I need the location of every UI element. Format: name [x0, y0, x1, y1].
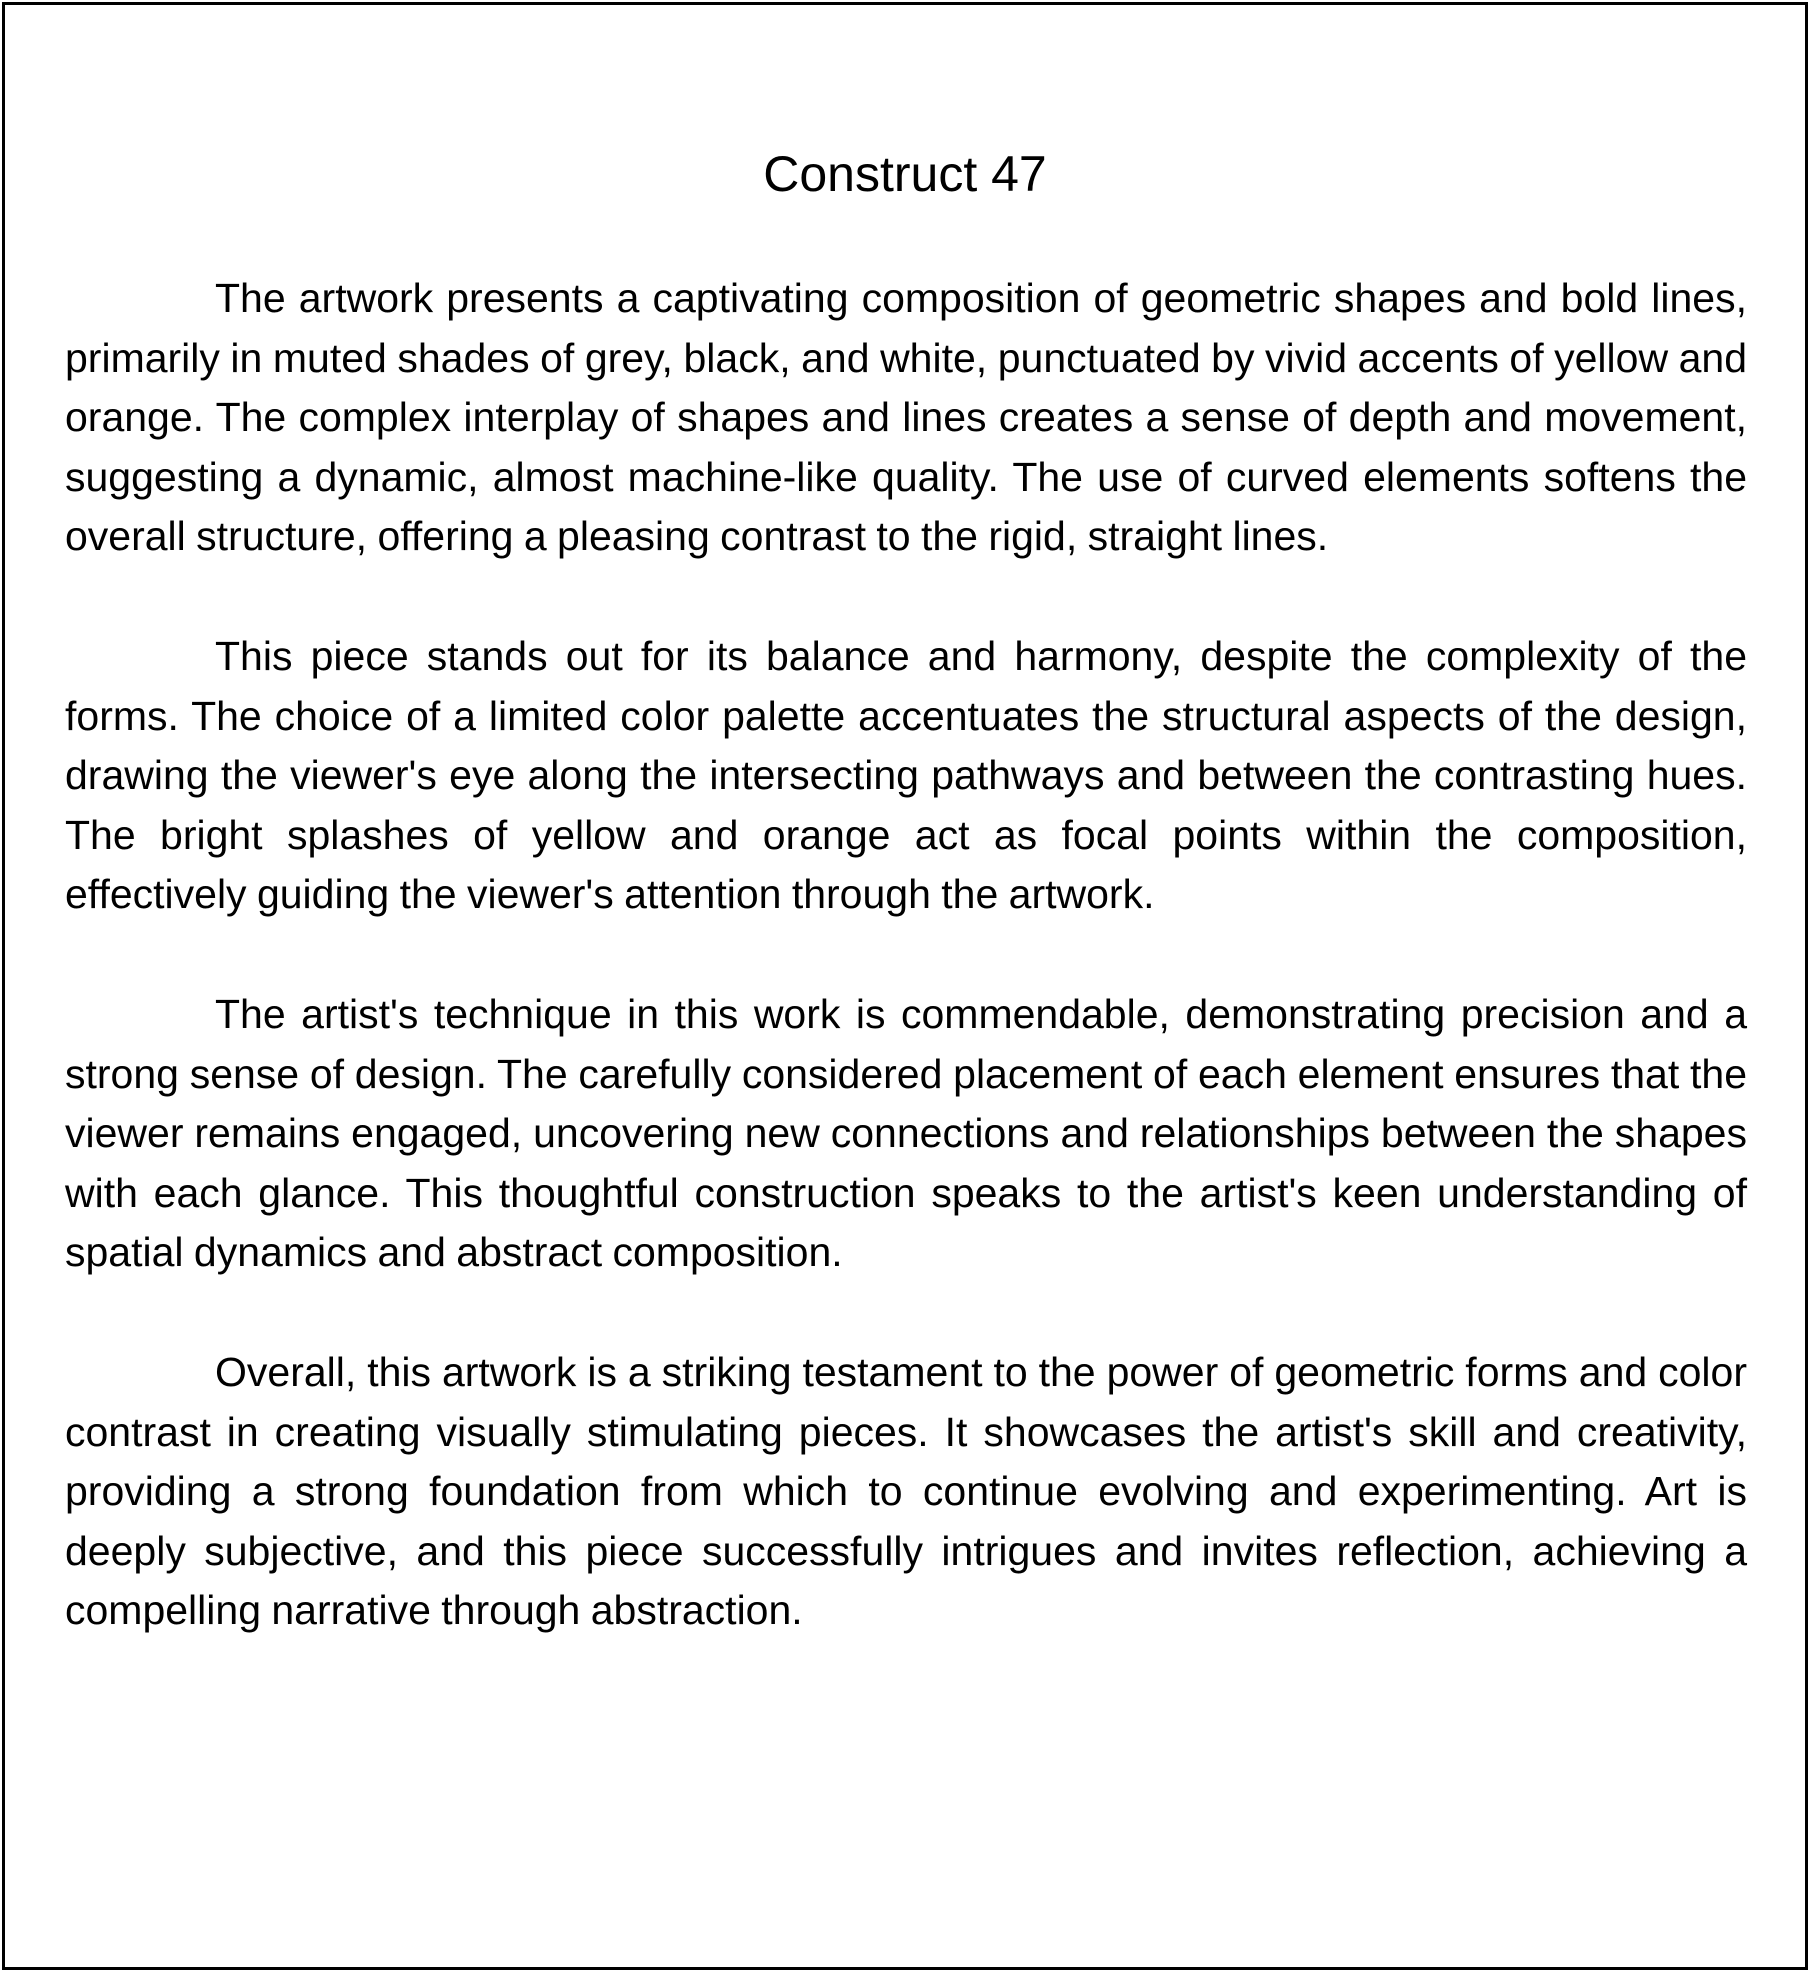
paragraph-1: The artwork presents a captivating composition of geometric shapes and bold lines, primarily in muted shades of grey, black, and white, punctuated by vivid accents of yellow and orange. The complex interplay of shapes and lines creates a sense of depth and movement, suggesting a dynamic, almost machine-like quality. The use of curved elements softens the overall structure, offering a pleasing contrast to the rigid, straight lines. [65, 275, 1747, 560]
document-body [65, 269, 1747, 1641]
document-page [2, 2, 1808, 1970]
paragraph-2: This piece stands out for its balance and harmony, despite the complexity of the forms. The choice of a limited color palette accentuates the structural aspects of the design, drawing the viewer's eye along the intersecting pathways and between the contrasting hues. The bright splashes of yellow and orange act as focal points within the composition, effectively guiding the viewer's attention through the artwork. [65, 632, 1747, 918]
paragraph-4: Overall, this artwork is a striking testament to the power of geometric forms and color contrast in creating visually stimulating pieces. It showcases the artist's skill and creativity, providing a strong foundation from which to continue evolving and experimenting. Art is deeply subjective, and this piece successfully intrigues and invites reflection, achieving a compelling narrative through abstraction. [65, 1348, 1747, 1634]
document-title: Construct 47 [763, 146, 1047, 202]
paragraph-3: The artist's technique in this work is commendable, demonstrating precision and a strong sense of design. The carefully considered placement of each element ensures that the viewer remains engaged, uncovering new connections and relationships between the shapes with each glance. This thoughtful construction speaks to the artist's keen understanding of spatial dynamics and abstract composition. [65, 990, 1747, 1276]
